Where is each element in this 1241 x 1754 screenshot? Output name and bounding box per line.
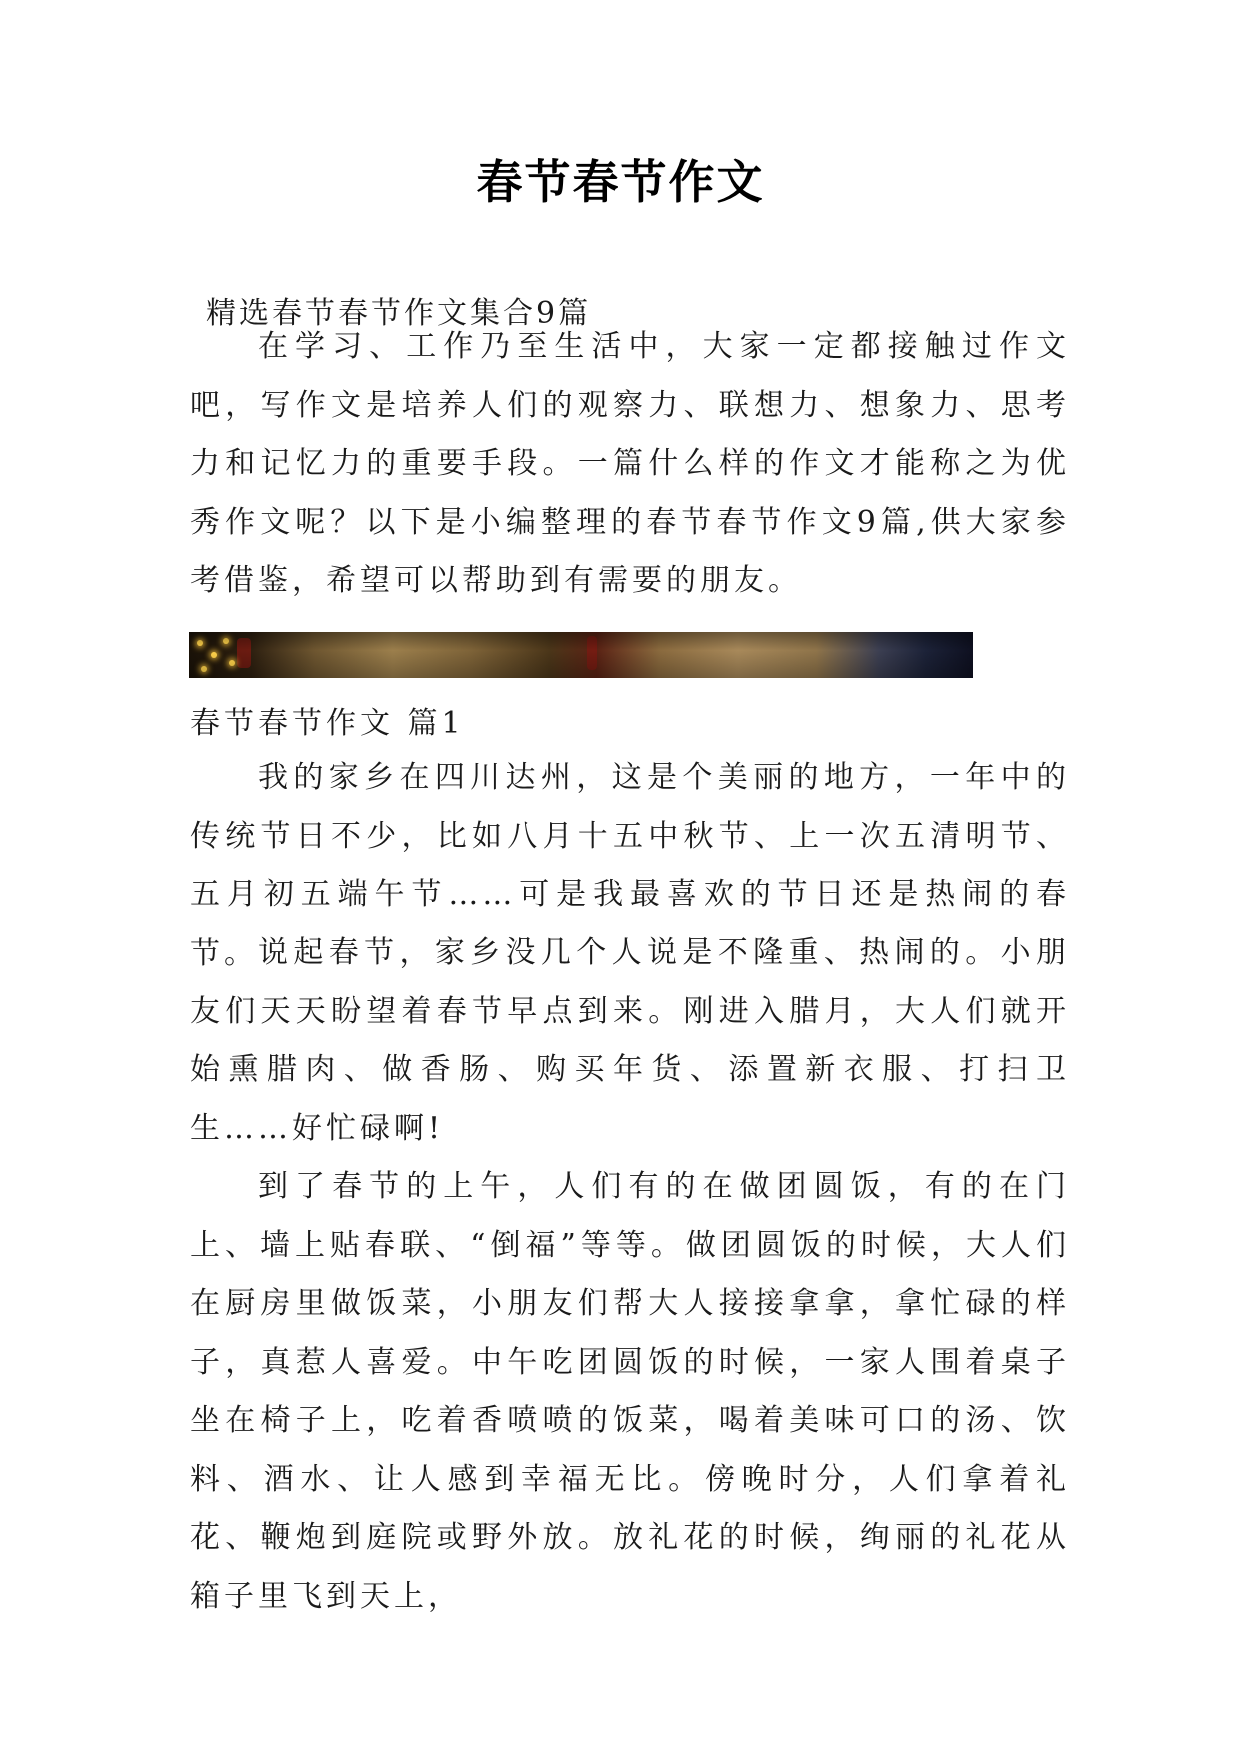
document-subtitle: 精选春节春节作文集合9篇 (206, 296, 592, 331)
intro-paragraph: 在学习、工作乃至生活中，大家一定都接触过作文吧，写作文是培养人们的观察力、联想力、想象力、思考力和记忆力的重要手段。一篇什么样的作文才能称之为优秀作文呢？以下是小编整理的春节春节作文9篇,供大家参考借鉴，希望可以帮助到有需要的朋友。 (190, 329, 1070, 598)
body-paragraph: 我的家乡在四川达州，这是个美丽的地方，一年中的传统节日不少，比如八月十五中秋节、上一次五清明节、五月初五端午节……可是我最喜欢的节日还是热闹的春节。 (190, 760, 1070, 971)
festival-photo-strip (189, 632, 973, 678)
photo-shade (189, 632, 973, 678)
body-paragraph: 说起春节，家乡没几个人说是不隆重、热闹的。小朋友们天天盼望着春节早点到来。刚进入腊月，大人们就开始熏腊肉、做香肠、购买年货、添置新衣服、打扫卫生……好忙碌啊! (190, 935, 1070, 1146)
body-paragraph: 到了春节的上午，人们有的在做团圆饭，有的在门上、墙上贴春联、“倒福”等等。做团圆饭的时候，大人们在厨房里做饭菜，小朋友们帮大人接接拿拿，拿忙碌的样子，真惹人喜爱。中午吃团圆饭的时候，一家人围着桌子坐在椅子上，吃着香喷喷的饭菜，喝着美味可口的汤、饮料、酒水、让人感到幸福无比。傍晚时分，人们拿着礼花、鞭炮到庭院或野外放。放礼花的时候，绚丽的礼花从箱子里飞到天上， (190, 1169, 1070, 1614)
section-heading: 春节春节作文 篇1 (190, 706, 465, 741)
document-title: 春节春节作文 (476, 155, 765, 209)
